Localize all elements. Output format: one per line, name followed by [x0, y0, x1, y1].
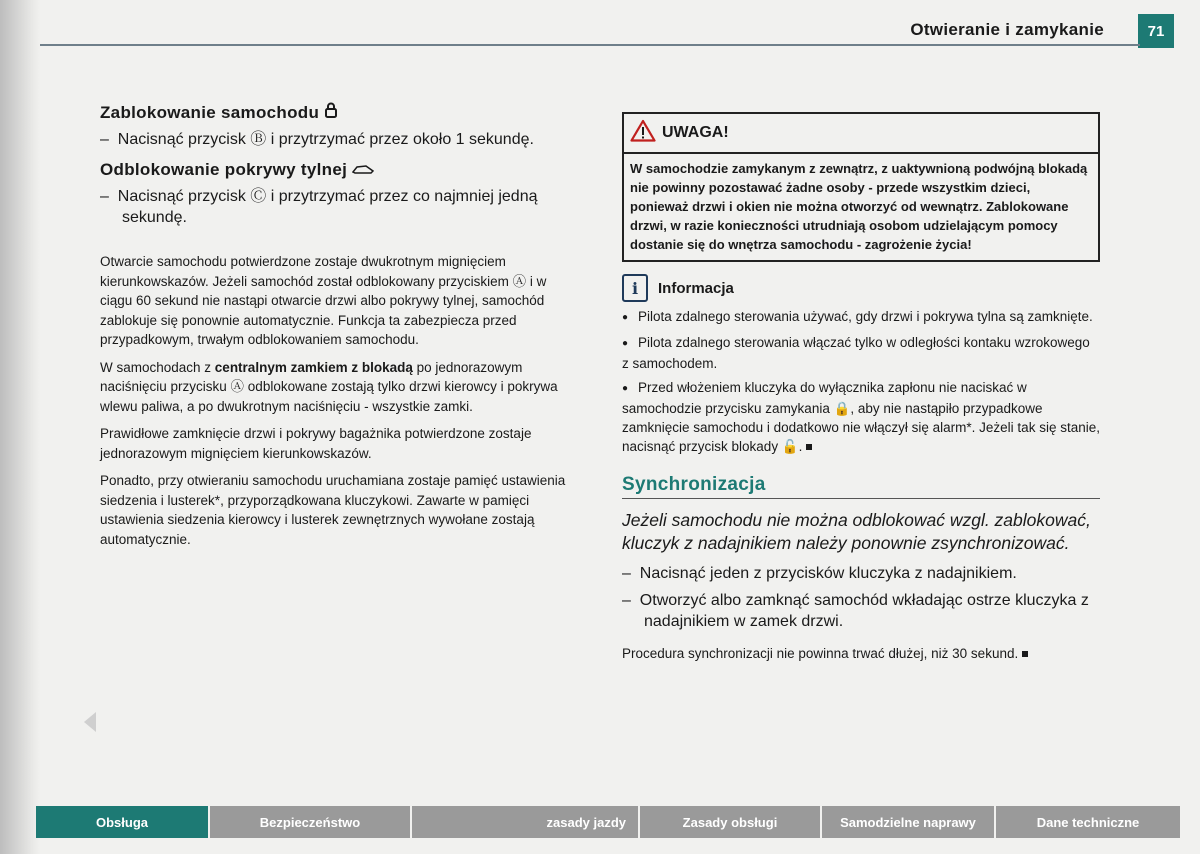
sync-note-text: Procedura synchronizacji nie powinna trwać dłużej, niż 30 sekund.	[622, 646, 1019, 661]
section-title-lock	[100, 102, 580, 123]
paragraph-memory: Ponadto, przy otwieraniu samochodu uruchamiana zostaje pamięć ustawienia siedzenia i lusterek*, przyporządkowana kluczykowi. Zawarte w pamięci ustawienia siedzenia kierowcy i lusterek zewnętrznych wywołane zostają automatycznie.	[100, 473, 566, 547]
info-header	[622, 274, 1100, 302]
info-title: Informacja	[658, 279, 734, 297]
tab-samodzielne-naprawy[interactable]: Samodzielne naprawy	[822, 806, 994, 838]
info-bullet-text: Pilota zdalnego sterowania używać, gdy drzwi i pokrywa tylna są zamknięte.	[638, 309, 1093, 324]
trunk-step: – Nacisnąć przycisk Ⓒ i przytrzymać przez co najmniej jedną sekundę.	[100, 188, 538, 226]
lock-title-text: Zablokowanie samochodu	[100, 103, 320, 122]
warning-text: W samochodzie zamykanym z zewnątrz, z uaktywnioną podwójną blokadą nie powinny pozostawać żadne osoby - przede wszystkim dzieci, ponieważ drzwi i okien nie można otworzyć od wewnątrz. Zablokowane drzwi, w razie konieczności utrudniają osobom udzielającym pomocy dostanie się do wnętrza samochodu - zagrożenie życia!	[624, 152, 1098, 260]
chapter-tabs	[36, 806, 1180, 838]
prev-page-arrow-icon	[84, 712, 96, 732]
tab-zasady-jazdy[interactable]: zasady jazdy	[412, 806, 638, 838]
lock-step: – Nacisnąć przycisk Ⓑ i przytrzymać przez około 1 sekundę.	[100, 131, 534, 148]
info-bullet-text: Pilota zdalnego sterowania włączać tylko w odległości kontaku wzrokowego z samochodem.	[622, 335, 1090, 371]
lock-step-text: Nacisnąć przycisk Ⓑ i przytrzymać przez około 1 sekundę.	[117, 131, 534, 148]
paragraph-lock-confirm: Prawidłowe zamknięcie drzwi i pokrywy bagażnika potwierdzone zostaje jednorazowym mignięciem kierunkowskazów.	[100, 426, 532, 461]
end-marker-icon	[806, 444, 812, 450]
tab-obsluga[interactable]: Obsługa	[36, 806, 208, 838]
info-bullet: ● Przed włożeniem kluczyka do wyłącznika zapłonu nie naciskać w samochodzie przycisku zamykania 🔒, aby nie nastąpiło przypadkowe zamknięcie samochodu i dodatkowo nie włączył się alarm*. Jeżeli tak się stanie, nacisnąć przycisk blokady 🔓.	[622, 380, 1100, 454]
warning-header	[624, 114, 1098, 152]
info-bullet: ● Pilota zdalnego sterowania używać, gdy drzwi i pokrywa tylna są zamknięte.	[622, 309, 1093, 324]
warning-box	[622, 112, 1100, 262]
page-binding-shadow	[0, 0, 40, 854]
sync-step-text: Otworzyć albo zamknąć samochód wkładając ostrze kluczyka z nadajnikiem w zamek drzwi.	[639, 592, 1089, 630]
header-rule	[40, 44, 1140, 46]
paragraph-unlock-confirm: Otwarcie samochodu potwierdzone zostaje dwukrotnym mignięciem kierunkowskazów. Jeżeli samochód został odblokowany przyciskiem Ⓐ i w ciągu 60 sekund nie nastąpi otwarcie drzwi albo pokrywy tylnej, samochód zablokuje się ponownie automatycznie. Funkcja ta zabezpiecza przed przypadkowym, trwałym odblokowaniem samochodu.	[100, 254, 547, 347]
para2-bold: centralnym zamkiem z blokadą	[214, 359, 413, 375]
para2-pre: W samochodach z	[100, 359, 215, 375]
sync-note	[622, 644, 1100, 664]
section-title-sync: Synchronizacja	[622, 474, 1100, 499]
sync-step-text: Nacisnąć jeden z przycisków kluczyka z nadajnikiem.	[639, 565, 1017, 582]
warning-title: UWAGA!	[662, 124, 729, 141]
sync-step: – Otworzyć albo zamknąć samochód wkładając ostrze kluczyka z nadajnikiem w zamek drzwi.	[622, 592, 1089, 630]
trunk-step-text: Nacisnąć przycisk Ⓒ i przytrzymać przez co najmniej jedną sekundę.	[117, 188, 538, 226]
page-number: 71	[1138, 14, 1174, 48]
left-column	[100, 102, 580, 557]
info-icon: i	[622, 274, 648, 302]
car-trunk-icon	[352, 160, 374, 179]
section-title-trunk	[100, 160, 580, 180]
end-marker-icon	[1022, 651, 1028, 657]
info-bullet-text: Przed włożeniem kluczyka do wyłącznika zapłonu nie naciskać w samochodzie przycisku zamykania 🔒, aby nie nastąpiło przypadkowe zamknięcie samochodu i dodatkowo nie włączył się alarm*. Jeżeli tak się stanie, nacisnąć przycisk blokady 🔓.	[622, 380, 1100, 454]
lock-icon	[324, 103, 338, 122]
right-column	[622, 112, 1100, 672]
sync-step: – Nacisnąć jeden z przycisków kluczyka z nadajnikiem.	[622, 565, 1017, 582]
trunk-title-text: Odblokowanie pokrywy tylnej	[100, 160, 348, 179]
chapter-title: Otwieranie i zamykanie	[910, 20, 1104, 39]
tab-dane-techniczne[interactable]: Dane techniczne	[996, 806, 1180, 838]
sync-intro: Jeżeli samochodu nie można odblokować wzgl. zablokować, kluczyk z nadajnikiem należy ponownie zsynchronizować.	[622, 510, 1091, 553]
tab-bezpieczenstwo[interactable]: Bezpieczeństwo	[210, 806, 410, 838]
info-bullet: ● Pilota zdalnego sterowania włączać tylko w odległości kontaku wzrokowego z samochodem.	[622, 335, 1090, 371]
tab-zasady-obslugi[interactable]: Zasady obsługi	[640, 806, 820, 838]
warning-triangle-icon	[630, 119, 662, 147]
paragraph-central-lock	[100, 358, 580, 417]
para2-post: po jednorazowym naciśnięciu przycisku Ⓐ odblokowane zostają tylko drzwi kierowcy i pokrywa wlewu paliwa, a po dwukrotnym naciśnięciu - wszystkie zamki.	[100, 359, 558, 414]
